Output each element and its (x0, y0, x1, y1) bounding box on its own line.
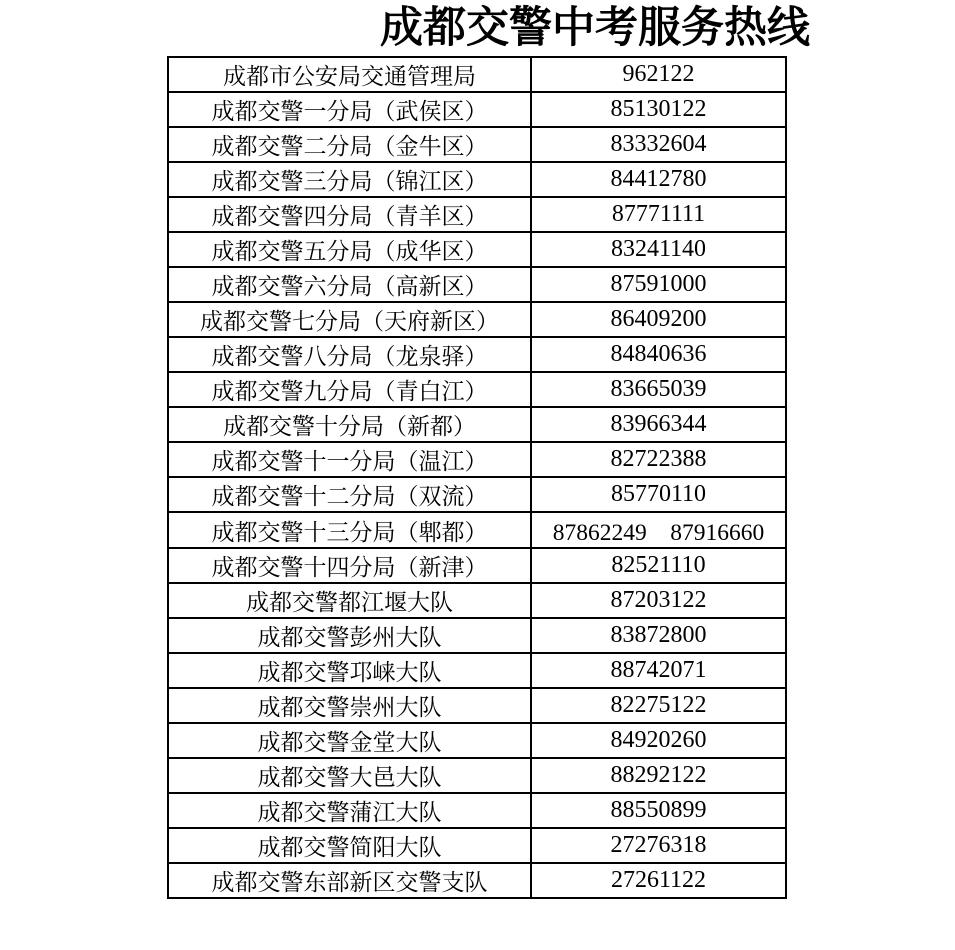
table-row (168, 372, 786, 407)
table-row (168, 653, 786, 688)
table-row (168, 723, 786, 758)
table-row (168, 127, 786, 162)
phone-number-cell: 88550899 (531, 793, 786, 828)
department-name-cell: 成都交警九分局（青白江） (168, 372, 531, 407)
phone-number-cell: 83872800 (531, 618, 786, 653)
department-name-cell: 成都交警十二分局（双流） (168, 477, 531, 512)
table-row (168, 618, 786, 653)
table-row (168, 758, 786, 793)
phone-number-cell: 85130122 (531, 92, 786, 127)
table-row (168, 197, 786, 232)
phone-number-cell: 83665039 (531, 372, 786, 407)
phone-number-cell: 82521110 (531, 548, 786, 583)
department-name-cell: 成都交警蒲江大队 (168, 793, 531, 828)
table-row (168, 512, 786, 548)
phone-number-cell: 87771111 (531, 197, 786, 232)
department-name-cell: 成都交警彭州大队 (168, 618, 531, 653)
page-title: 成都交警中考服务热线 (380, 3, 810, 53)
department-name-cell: 成都市公安局交通管理局 (168, 57, 531, 92)
phone-number-cell: 82275122 (531, 688, 786, 723)
phone-number-cell: 88742071 (531, 653, 786, 688)
table-row (168, 267, 786, 302)
phone-number-cell: 83332604 (531, 127, 786, 162)
phone-number-cell: 87591000 (531, 267, 786, 302)
table-row (168, 828, 786, 863)
phone-number-cell: 82722388 (531, 442, 786, 477)
phone-number-cell: 84412780 (531, 162, 786, 197)
phone-number-cell: 85770110 (531, 477, 786, 512)
table-row (168, 92, 786, 127)
department-name-cell: 成都交警六分局（高新区） (168, 267, 531, 302)
department-name-cell: 成都交警大邑大队 (168, 758, 531, 793)
table-row (168, 442, 786, 477)
phone-number-cell: 88292122 (531, 758, 786, 793)
table-row (168, 232, 786, 267)
table-row (168, 583, 786, 618)
phone-number-cell: 84840636 (531, 337, 786, 372)
department-name-cell: 成都交警十一分局（温江） (168, 442, 531, 477)
department-name-cell: 成都交警七分局（天府新区） (168, 302, 531, 337)
department-name-cell: 成都交警一分局（武侯区） (168, 92, 531, 127)
table-row (168, 337, 786, 372)
department-name-cell: 成都交警简阳大队 (168, 828, 531, 863)
phone-number-cell: 83966344 (531, 407, 786, 442)
phone-number-cell: 84920260 (531, 723, 786, 758)
table-row (168, 57, 786, 92)
hotline-table (167, 56, 787, 899)
phone-number-cell: 87203122 (531, 583, 786, 618)
department-name-cell: 成都交警二分局（金牛区） (168, 127, 531, 162)
department-name-cell: 成都交警八分局（龙泉驿） (168, 337, 531, 372)
department-name-cell: 成都交警四分局（青羊区） (168, 197, 531, 232)
table-row (168, 302, 786, 337)
table-row (168, 863, 786, 898)
table-row (168, 548, 786, 583)
table-row (168, 793, 786, 828)
department-name-cell: 成都交警三分局（锦江区） (168, 162, 531, 197)
department-name-cell: 成都交警金堂大队 (168, 723, 531, 758)
department-name-cell: 成都交警十分局（新都） (168, 407, 531, 442)
table-row (168, 407, 786, 442)
department-name-cell: 成都交警都江堰大队 (168, 583, 531, 618)
phone-number-cell: 86409200 (531, 302, 786, 337)
phone-number-cell: 27261122 (531, 863, 786, 898)
department-name-cell: 成都交警东部新区交警支队 (168, 863, 531, 898)
department-name-cell: 成都交警邛崃大队 (168, 653, 531, 688)
phone-number-cell: 83241140 (531, 232, 786, 267)
phone-number-cell: 962122 (531, 57, 786, 92)
phone-number-cell: 87862249 87916660 (531, 512, 786, 548)
table-row (168, 477, 786, 512)
department-name-cell: 成都交警崇州大队 (168, 688, 531, 723)
department-name-cell: 成都交警十三分局（郫都） (168, 512, 531, 548)
table-row (168, 162, 786, 197)
department-name-cell: 成都交警五分局（成华区） (168, 232, 531, 267)
table-row (168, 688, 786, 723)
department-name-cell: 成都交警十四分局（新津） (168, 548, 531, 583)
phone-number-cell: 27276318 (531, 828, 786, 863)
